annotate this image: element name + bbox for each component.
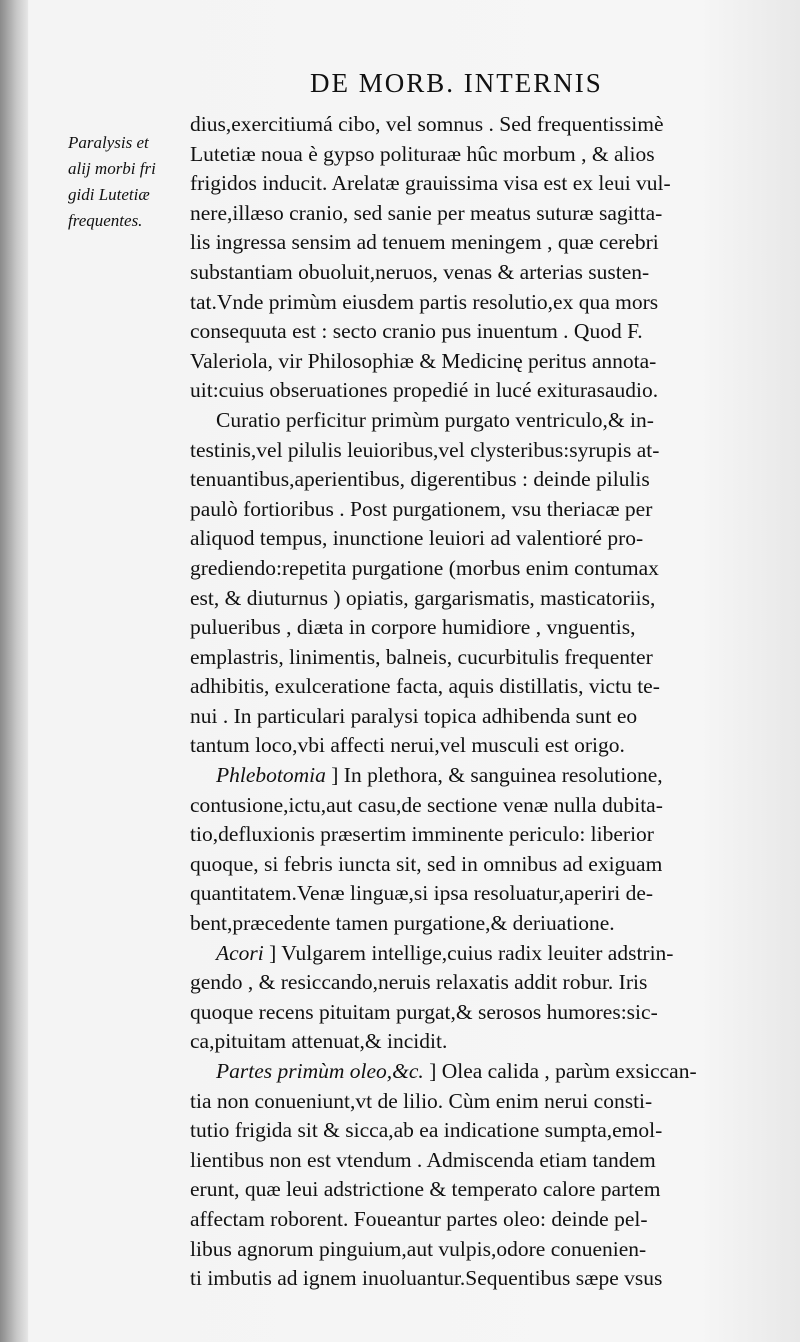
text-line: adhibitis, exulceratione facta, aquis distillatis, victu te- <box>190 674 660 699</box>
text-line: uit:cuius obseruationes propedié in lucé exiturasaudio. <box>190 378 659 403</box>
text-line: libus agnorum pinguium,aut vulpis,odore conuenien- <box>190 1236 647 1261</box>
text-line: est, & diuturnus ) opiatis, gargarismatis, masticatoriis, <box>190 585 656 610</box>
text-line: dius,exercitiumá cibo, vel somnus . Sed frequentissimè <box>190 112 664 136</box>
text-line: tat.Vnde primùm eiusdem partis resolutio,ex qua mors <box>190 289 659 314</box>
text-line: substantiam obuoluit,neruos, venas & arterias susten- <box>190 259 650 284</box>
text-line: pulueribus , diæta in corpore humidiore , vnguentis, <box>190 615 636 640</box>
text-line: Valeriola, vir Philosophiæ & Medicinę peritus annota- <box>190 348 657 373</box>
text-line: tenuantibus,aperientibus, digerentibus : deinde pilulis <box>190 467 650 492</box>
text-line: lis ingressa sensim ad tenuem meningem , quæ cerebri <box>190 230 659 255</box>
running-head: DE MORB. INTERNIS <box>310 68 603 98</box>
text-line: consequuta est : secto cranio pus inuentum . Quod F. <box>190 319 643 344</box>
lemma-italic: Partes primùm oleo,&c. <box>216 1059 424 1083</box>
marginal-note-line: gidi Lutetiæ <box>68 185 150 204</box>
marginal-note-line: frequentes. <box>68 211 143 230</box>
text-line: gendo , & resiccando,neruis relaxatis addit robur. Iris <box>190 970 648 995</box>
text-line: ti imbutis ad ignem inuoluantur.Sequentibus sæpe vsus <box>190 1266 663 1291</box>
text-line: nere,illæso cranio, sed sanie per meatus suturæ sagitta- <box>190 200 663 225</box>
lemma-italic: Phlebotomia <box>216 763 326 788</box>
text-line: nui . In particulari paralysi topica adhibenda sunt eo <box>190 703 638 728</box>
text-line: lientibus non est vtendum . Admiscenda etiam tandem <box>190 1147 656 1172</box>
marginal-note <box>68 130 186 234</box>
text-line: grediendo:repetita purgatione (morbus enim contumax <box>190 555 659 580</box>
text-line: paulò fortioribus . Post purgationem, vsu theriacæ per <box>190 496 653 521</box>
marginal-note-line: alij morbi fri <box>68 159 156 178</box>
text-line: quoque recens pituitam purgat,& serosos humores:sic- <box>190 999 658 1024</box>
text-line: Phlebotomia ] In plethora, & sanguinea resolutione, <box>216 763 663 788</box>
text-line: ca,pituitam attenuat,& incidit. <box>190 1029 448 1054</box>
text-line: erunt, quæ leui adstrictione & temperato calore partem <box>190 1177 661 1202</box>
text-line: quoque, si febris iuncta sit, sed in omnibus ad exiguam <box>190 851 663 876</box>
marginal-note-line: Paralysis et <box>68 133 149 152</box>
text-line: aliquod tempus, inunctione leuiori ad valentioré pro- <box>190 526 644 551</box>
text-line: contusione,ictu,aut casu,de sectione venæ nulla dubita- <box>190 792 663 817</box>
text-line: testinis,vel pilulis leuioribus,vel clysteribus:syrupis at- <box>190 437 660 462</box>
text-line: tutio frigida sit & sicca,ab ea indicatione sumpta,emol- <box>190 1118 663 1143</box>
text-line: emplastris, linimentis, balneis, cucurbitulis frequenter <box>190 644 653 669</box>
text-line: Lutetiæ noua è gypso polituraæ hûc morbum , & alios <box>190 141 655 166</box>
text-line: tantum loco,vbi affecti nerui,vel musculi est origo. <box>190 733 625 758</box>
text-line: tia non conueniunt,vt de lilio. Cùm enim nerui consti- <box>190 1088 653 1113</box>
text-line: bent,præcedente tamen purgatione,& deriuatione. <box>190 911 615 936</box>
text-line: quantitatem.Venæ linguæ,si ipsa resoluatur,aperiri de- <box>190 881 654 906</box>
text-line: affectam roborent. Foueantur partes oleo: deinde pel- <box>190 1206 648 1231</box>
text-line: frigidos inducit. Arelatæ grauissima visa est ex leui vul- <box>190 171 671 196</box>
body-text <box>190 110 775 1294</box>
text-line: Partes primùm oleo,&c. ] Olea calida , parùm exsiccan- <box>216 1059 697 1083</box>
text-line: Acori ] Vulgarem intellige,cuius radix leuiter adstrin- <box>216 940 674 965</box>
text-line: tio,defluxionis præsertim imminente periculo: liberior <box>190 822 654 847</box>
lemma-italic: Acori <box>216 940 264 965</box>
page-binding-shadow <box>0 0 28 1342</box>
text-line: Curatio perficitur primùm purgato ventriculo,& in- <box>216 407 654 432</box>
